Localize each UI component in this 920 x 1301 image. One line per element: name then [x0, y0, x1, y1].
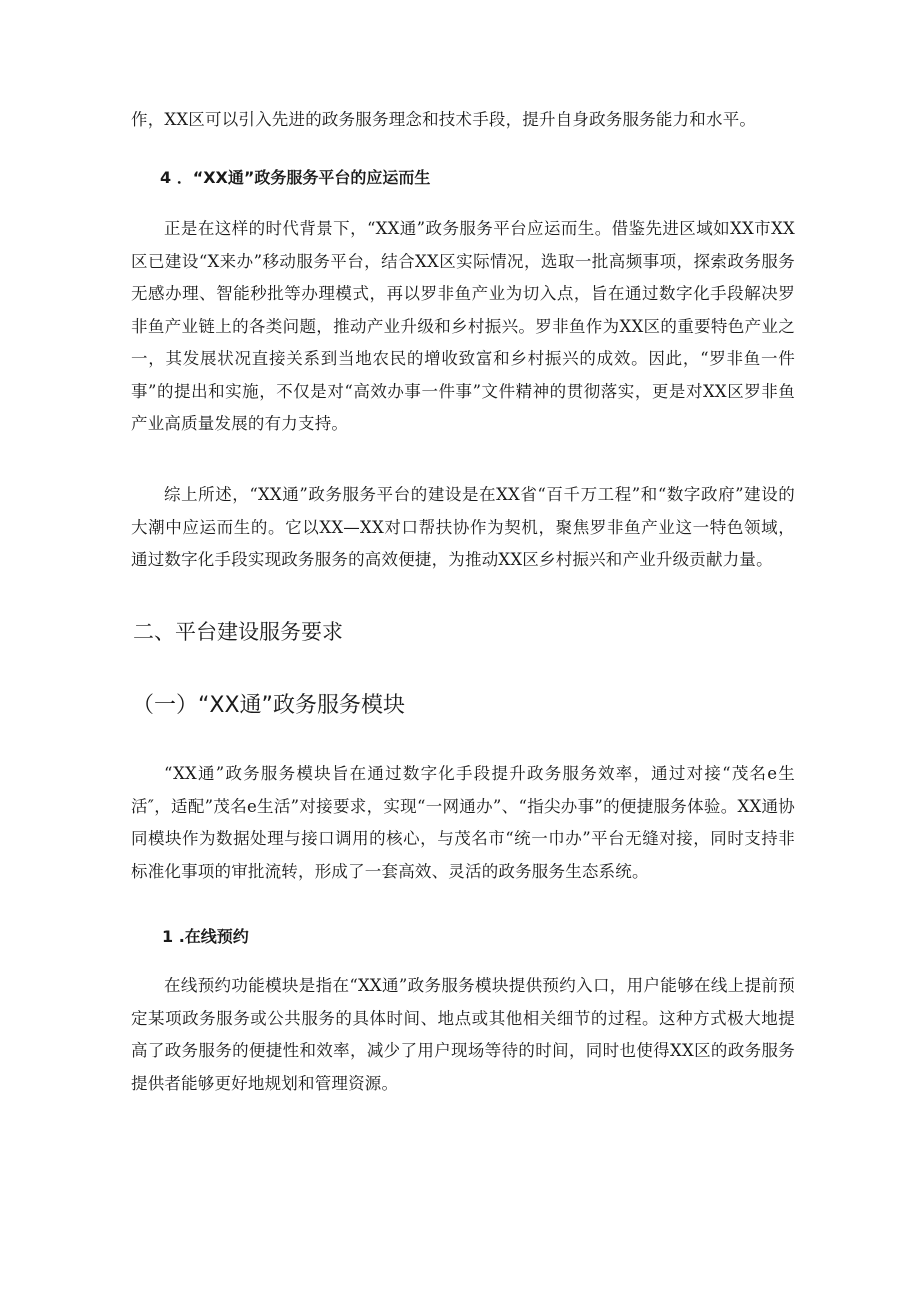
module-heading-gov-service: （一）“XX通”政务服务模块: [132, 693, 405, 718]
paragraph-summary: 综上所述，“XX通”政务服务平台的建设是在XX省“百千万工程”和“数字政府”建设的大潮中应运而生的。它以XX—XX对口帮扶协作为契机，聚焦罗非鱼产业这一特色领域，通过数字化手段实现政务服务的高效便捷，为推动XX区乡村振兴和产业升级贡献力量。: [131, 485, 795, 569]
paragraph-background: 正是在这样的时代背景下，“XX通”政务服务平台应运而生。借鉴先进区域如XX市XX区已建设“X来办”移动服务平台，结合XX区实际情况，选取一批高频事项，探索政务服务无感办理、智能秒批等办理模式，再以罗非鱼产业为切入点，旨在通过数字化手段解决罗非鱼产业链上的各类问题，推动产业升级和乡村振兴。罗非鱼作为XX区的重要特色产业之一，其发展状况直接关系到当地农民的增收致富和乡村振兴的成效。因此，“罗非鱼一件事”的提出和实施，不仅是对“高效办事一件事”文件精神的贯彻落实，更是对XX区罗非鱼产业高质量发展的有力支持。: [131, 219, 795, 433]
subheading-platform-emergence: 4 ．“XX通”政务服务平台的应运而生: [160, 168, 431, 187]
section-heading-requirements: 二、平台建设服务要求: [133, 620, 343, 644]
paragraph-module-intro: “XX通”政务服务模块旨在通过数字化手段提升政务服务效率，通过对接“茂名e生活″，适配”茂名e生活”对接要求，实现“一网通办”、“指尖办事”的便捷服务体验。XX通协同模块作为数据处理与接口调用的核心，与茂名市“统一巾办”平台无缝对接，同时支持非标准化事项的审批流转，形成了一套高效、灵活的政务服务生态系统。: [131, 764, 795, 881]
subheading-online-booking: 1 .在线预约: [162, 927, 249, 946]
paragraph-online-booking: 在线预约功能模块是指在“XX通”政务服务模块提供预约入口，用户能够在线上提前预定某项政务服务或公共服务的具体时间、地点或其他相关细节的过程。这种方式极大地提高了政务服务的便捷性和效率，减少了用户现场等待的时间，同时也使得XX区的政务服务提供者能够更好地规划和管理资源。: [131, 976, 795, 1093]
paragraph-continuation: 作，XX区可以引入先进的政务服务理念和技术手段，提升自身政务服务能力和水平。: [131, 110, 757, 129]
